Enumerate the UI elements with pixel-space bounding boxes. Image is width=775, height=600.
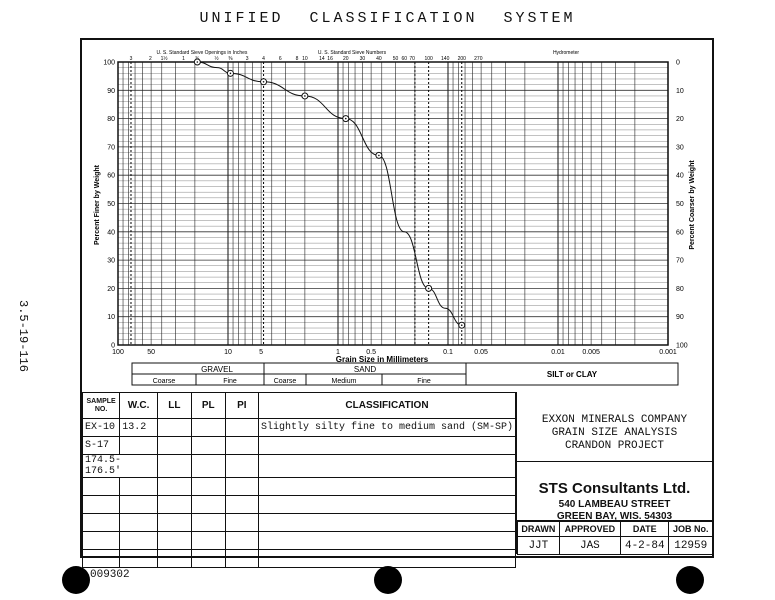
cell-sample: S-17 bbox=[83, 437, 120, 455]
sieve-number-label: 70 bbox=[409, 56, 415, 62]
cell-sample: EX-10 bbox=[83, 419, 120, 437]
sieve-inch-label: 1 bbox=[182, 56, 185, 62]
y-tick-label: 30 bbox=[107, 257, 115, 265]
consultant-block bbox=[516, 462, 712, 520]
sieve-number-label: 3 bbox=[245, 56, 249, 62]
data-point-dot bbox=[461, 324, 463, 326]
y-tick-label: 100 bbox=[103, 59, 115, 67]
table-row bbox=[83, 455, 516, 478]
header-classification: CLASSIFICATION bbox=[258, 393, 515, 419]
consultant-street: 540 LAMBEAU STREET bbox=[558, 499, 671, 510]
job-value: 12959 bbox=[669, 537, 713, 555]
table-row bbox=[83, 419, 516, 437]
approval-block bbox=[516, 520, 712, 554]
y-tick-label: 0 bbox=[111, 342, 115, 350]
top-label-mid: U. S. Standard Sieve Numbers bbox=[317, 50, 387, 56]
header-sample: SAMPLE NO. bbox=[83, 393, 120, 419]
x-tick-label: 0.5 bbox=[366, 349, 376, 356]
date-label: DATE bbox=[621, 522, 669, 537]
y-left-ticks bbox=[103, 60, 115, 350]
y-right-tick-label: 100 bbox=[676, 342, 688, 350]
table-row bbox=[83, 437, 516, 455]
sieve-number-label: 6 bbox=[278, 56, 282, 62]
sieve-inch-label: 1½ bbox=[160, 56, 168, 62]
sieve-number-label: 10 bbox=[302, 56, 308, 62]
y-tick-label: 70 bbox=[107, 144, 115, 152]
y-right-tick-label: 20 bbox=[676, 116, 684, 124]
sieve-number-label: 16 bbox=[327, 56, 333, 62]
sieve-number-label: 30 bbox=[359, 56, 366, 62]
band-sand-medium: Medium bbox=[331, 378, 357, 385]
y-right-ticks bbox=[676, 60, 688, 350]
y-right-tick-label: 70 bbox=[676, 257, 684, 265]
y-right-tick-label: 40 bbox=[676, 172, 684, 180]
x-tick-label: 0.005 bbox=[582, 349, 600, 356]
x-tick-label: 0.01 bbox=[551, 349, 565, 356]
y-right-tick-label: 50 bbox=[676, 201, 684, 208]
consultant-name: STS Consultants Ltd. bbox=[538, 480, 691, 497]
x-tick-label: 1 bbox=[336, 349, 340, 356]
band-gravel: GRAVEL bbox=[201, 365, 233, 374]
date-value: 4-2-84 bbox=[621, 537, 669, 555]
punch-hole-left bbox=[62, 566, 90, 594]
y-right-tick-label: 0 bbox=[676, 59, 680, 67]
data-point-dot bbox=[378, 155, 380, 157]
project-name: CRANDON PROJECT bbox=[564, 440, 665, 452]
x-tick-label: 5 bbox=[259, 349, 264, 356]
x-tick-label: 0.05 bbox=[474, 349, 488, 356]
data-point-dot bbox=[197, 61, 199, 63]
y-tick-label: 20 bbox=[107, 285, 115, 293]
y-right-tick-label: 60 bbox=[676, 229, 684, 237]
y-right-tick-label: 30 bbox=[676, 144, 684, 152]
y-tick-label: 40 bbox=[107, 229, 115, 237]
sieve-number-label: 4 bbox=[262, 56, 265, 62]
page-title: UNIFIED CLASSIFICATION SYSTEM bbox=[199, 10, 576, 27]
header-ll: LL bbox=[157, 393, 191, 419]
sieve-number-label: 8 bbox=[295, 56, 299, 62]
header-pi: PI bbox=[225, 393, 258, 419]
table-row bbox=[83, 550, 516, 568]
punch-hole-right bbox=[676, 566, 704, 594]
top-label-left: U. S. Standard Sieve Openings in Inches bbox=[156, 50, 248, 56]
x-tick-label: 10 bbox=[224, 349, 232, 356]
project-block bbox=[516, 392, 712, 462]
side-code: 3.5-19-116 bbox=[16, 300, 30, 373]
data-point-dot bbox=[230, 73, 232, 75]
band-silt-clay: SILT or CLAY bbox=[546, 370, 598, 379]
sieve-inch-label: 3 bbox=[129, 56, 133, 62]
top-label-right: Hydrometer bbox=[552, 50, 580, 56]
sieve-inch-label: ⅜ bbox=[228, 56, 233, 62]
header-wc: W.C. bbox=[120, 393, 158, 419]
band-sand-coarse: Coarse bbox=[273, 378, 297, 385]
document-number: 009302 bbox=[90, 569, 130, 581]
sieve-number-label: 270 bbox=[474, 56, 483, 62]
sieve-labels bbox=[130, 55, 483, 62]
y-right-tick-label: 10 bbox=[676, 87, 684, 95]
y-tick-label: 90 bbox=[107, 87, 115, 95]
table-row bbox=[83, 478, 516, 496]
y-tick-label: 50 bbox=[107, 201, 115, 208]
x-tick-label: 100 bbox=[112, 349, 124, 356]
classification-table bbox=[82, 392, 516, 568]
sieve-number-label: 100 bbox=[424, 56, 433, 62]
drawn-value: JJT bbox=[518, 537, 560, 555]
y-right-tick-label: 80 bbox=[676, 285, 684, 293]
cell-sample-depth: 174.5-176.5' bbox=[83, 455, 158, 478]
punch-hole-middle bbox=[374, 566, 402, 594]
grain-size-chart bbox=[82, 40, 712, 390]
header-pl: PL bbox=[191, 393, 225, 419]
cell-pi bbox=[225, 419, 258, 437]
sieve-number-label: 200 bbox=[457, 56, 466, 62]
cell-pl bbox=[191, 419, 225, 437]
cell-wc: 13.2 bbox=[120, 419, 158, 437]
job-label: JOB No. bbox=[669, 522, 713, 537]
y-tick-label: 10 bbox=[107, 314, 115, 322]
band-sand: SAND bbox=[353, 365, 377, 374]
y-tick-label: 80 bbox=[107, 116, 115, 124]
sieve-number-label: 20 bbox=[342, 56, 349, 62]
y-tick-label: 60 bbox=[107, 172, 115, 180]
consultant-city: GREEN BAY, WIS. 54303 bbox=[556, 511, 673, 522]
approved-label: APPROVED bbox=[559, 522, 620, 537]
data-point-dot bbox=[428, 288, 430, 290]
approved-value: JAS bbox=[559, 537, 620, 555]
x-tick-label: 0.1 bbox=[443, 349, 453, 356]
band-gravel-fine: Fine bbox=[223, 378, 237, 385]
size-class-band bbox=[132, 363, 678, 385]
table-row bbox=[83, 532, 516, 550]
cell-ll bbox=[157, 419, 191, 437]
project-company: EXXON MINERALS COMPANY bbox=[541, 414, 688, 426]
x-axis-label: Grain Size in Millimeters bbox=[335, 355, 429, 364]
sieve-inch-label: 2 bbox=[148, 56, 152, 62]
cell-classification: Slightly silty fine to medium sand (SM-SP) bbox=[258, 419, 515, 437]
drawn-label: DRAWN bbox=[518, 522, 560, 537]
project-analysis: GRAIN SIZE ANALYSIS bbox=[551, 427, 678, 439]
x-tick-label: 50 bbox=[147, 349, 156, 356]
classification-section bbox=[82, 392, 712, 556]
band-gravel-coarse: Coarse bbox=[152, 378, 176, 385]
data-point-dot bbox=[304, 95, 306, 97]
sieve-number-label: 60 bbox=[401, 56, 408, 62]
data-point-dot bbox=[263, 81, 265, 83]
series-group bbox=[194, 59, 464, 328]
y-axis-label-left: Percent Finer by Weight bbox=[94, 165, 101, 245]
sieve-number-label: 50 bbox=[392, 56, 399, 62]
sieve-inch-label: ½ bbox=[214, 56, 219, 62]
table-row bbox=[83, 514, 516, 532]
data-point-dot bbox=[345, 118, 347, 120]
sieve-number-label: 140 bbox=[441, 56, 450, 62]
sieve-number-label: 14 bbox=[319, 56, 325, 62]
table-row bbox=[83, 496, 516, 514]
x-tick-label: 0.001 bbox=[659, 349, 677, 356]
band-sand-fine: Fine bbox=[417, 378, 431, 385]
sieve-number-label: 40 bbox=[376, 56, 382, 62]
y-axis-label-right: Percent Coarser by Weight bbox=[689, 160, 696, 250]
y-right-tick-label: 90 bbox=[676, 314, 684, 322]
